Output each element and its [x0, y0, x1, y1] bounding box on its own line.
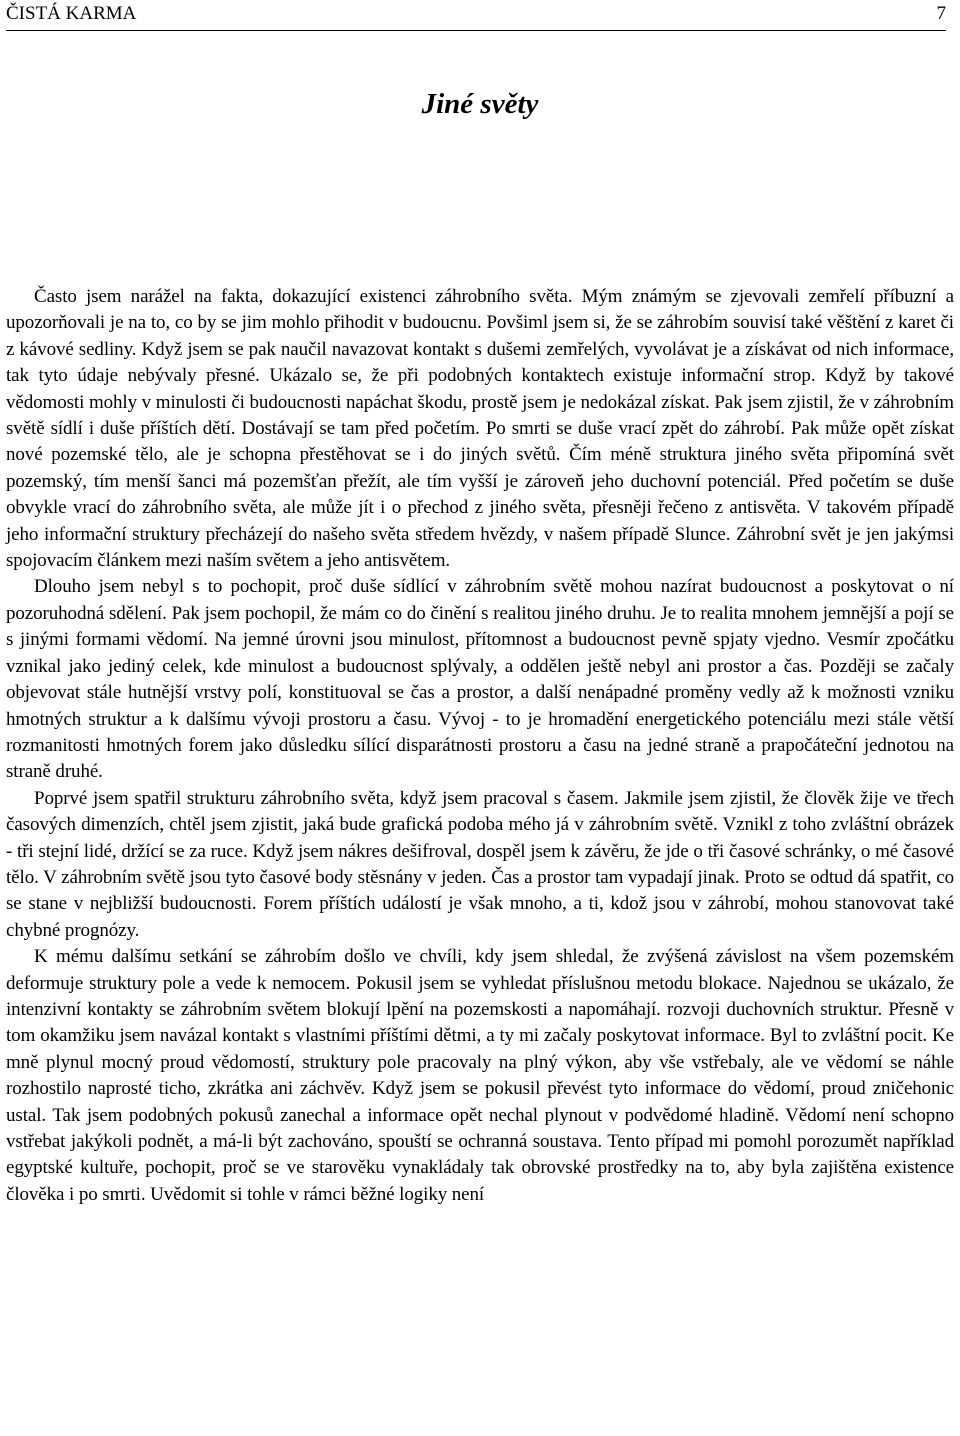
paragraph: Poprvé jsem spatřil strukturu záhrobního světa, když jsem pracoval s časem. Jakmile jsem zjistil, že člověk žije ve třech časových dimenzích, chtěl jsem zjistit, jaká bude grafická podoba mého já v záhrobním světě. Vznikl z toho zvláštní obrázek - tři stejní lidé, držící se za ruce. Když jsem nákres dešifroval, dospěl jsem k závěru, že jde o tři časové schránky, o mé časové tělo. V záhrobním světě jsou tyto časové body stěsnány v jeden. Čas a prostor tam vypadají jinak. Proto se odtud dá spatřit, co se stane v nejbližší budoucnosti. Forem příštích událostí je však mnoho, a ti, kdož jsou v záhrobí, mohou stanovovat také chybné prognózy.: [6, 787, 954, 941]
running-title: ČISTÁ KARMA: [6, 3, 137, 24]
paragraph: Dlouho jsem nebyl s to pochopit, proč duše sídlící v záhrobním světě mohou nazírat budoucnost a poskytovat o ní pozoruhodná sdělení. Pak jsem pochopil, že mám co do činění s realitou jiného druhu. Je to realita mnohem jemnější a pojí se s jinými formami vědomí. Na jemné úrovni jsou minulost, přítomnost a budoucnost pevně spjaty vjedno. Vesmír zpočátku vznikal jako jediný celek, kde minulost a budoucnost splývaly, a oddělen ještě nebyl ani prostor a čas. Později se začaly objevovat stále hutnější vrstvy polí, konstituoval se čas a prostor, a další nenápadné proměny vedly až k možnosti vzniku hmotných struktur a k dalšímu vývoji prostoru a času. Vývoj - to je hromadění energetického potenciálu mezi stále větší rozmanitosti hmotných forem jako důsledku sílící disparátnosti prostoru a času na jedné straně a prapočáteční jednotou na straně druhé.: [6, 576, 954, 783]
page-number: 7: [936, 3, 946, 24]
paragraph: Často jsem narážel na fakta, dokazující existenci záhrobního světa. Mým známým se zjevovali zemřelí příbuzní a upozorňovali je na to, co by se jim mohlo přihodit v budoucnu. Povšiml jsem si, že se záhrobím souvisí také věštění z karet či z kávové sedliny. Když jsem se pak naučil navazovat kontakt s dušemi zemřelých, vyvolávat je a získávat od nich informace, tak tyto údaje nebývaly přesné. Ukázalo se, že při podobných kontaktech existuje informační strop. Když by takové vědomosti mohly v minulosti či budoucnosti napáchat škodu, prostě jsem je nedokázal získat. Pak jsem zjistil, že v záhrobním světě sídlí i duše příštích dětí. Dostávají se tam před početím. Po smrti se duše vrací zpět do záhrobí. Pak může opět získat nové pozemské tělo, ale je schopna přestěhovat se i do jiných světů. Čím méně struktura jiného světa připomíná svět pozemský, tím menší šanci má pozemšťan přežít, ale tím vyšší je zároveň jeho duchovní potenciál. Před početím se duše obvykle vrací do záhrobního světa, ale může jít i o přechod z jiného světa, přesněji řečeno z antisvěta. V takovém případě jeho informační struktury přecházejí do našeho světa středem hvězdy, v našem případě Slunce. Záhrobní svět je jen jakýmsi spojovacím článkem mezi naším světem a jeho antisvětem.: [6, 286, 954, 572]
running-header: [6, 2, 946, 31]
chapter-title: Jiné světy: [421, 88, 539, 120]
paragraph: K mému dalšímu setkání se záhrobím došlo ve chvíli, kdy jsem shledal, že zvýšená závislost na všem pozemském deformuje struktury pole a vede k nemocem. Pokusil jsem se vyhledat příslušnou metodu blokace. Najednou se ukázalo, že intenzivní kontakty se záhrobním světem blokují lpění na pozemskosti a napomáhají. rozvoji duchovních struktur. Přesně v tom okamžiku jsem navázal kontakt s vlastními příštími dětmi, a ty mi začaly poskytovat informace. Byl to zvláštní pocit. Ke mně plynul mocný proud vědomostí, struktury pole pracovaly na plný výkon, aby vše vstřebaly, ale ve vědomí se náhle rozhostilo naprosté ticho, zkrátka ani záchvěv. Když jsem se pokusil převést tyto informace do vědomí, proud zničehonic ustal. Tak jsem podobných pokusů zanechal a informace opět nechal plynout v podvědomé hladině. Vědomí není schopno vstřebat jakýkoli podnět, a má-li být zachováno, spouští se ochranná soustava. Tento případ mi pomohl porozumět například egyptské kultuře, pochopit, proč se ve starověku vynakládaly tak obrovské prostředky na to, aby byla zajištěna existence člověka i po smrti. Uvědomit si tohle v rámci běžné logiky není: [6, 946, 954, 1205]
body-text: [6, 284, 954, 1208]
